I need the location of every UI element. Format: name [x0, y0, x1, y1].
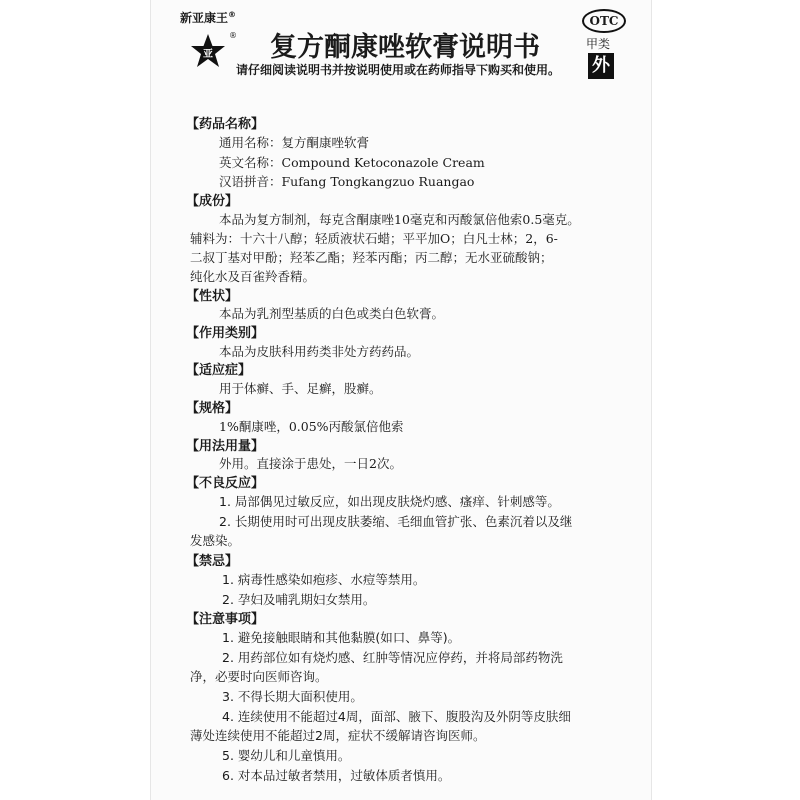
dosage-text: 外用。直接涂于患处，一日2次。: [219, 456, 402, 471]
page-subtitle: 请仔细阅读说明书并按说明使用或在药师指导下购买和使用。: [236, 63, 561, 77]
external-use-badge: 外: [588, 53, 614, 79]
section-heading-indications: 【适应症】: [186, 363, 252, 378]
section-heading-drug-name: 【药品名称】: [186, 117, 265, 132]
section-heading-dosage: 【用法用量】: [186, 439, 265, 454]
precaution-line: 3. 不得长期大面积使用。: [222, 689, 363, 704]
precaution-line: 5. 婴幼儿和儿童慎用。: [222, 748, 351, 763]
section-heading-ingredients: 【成份】: [186, 194, 239, 209]
appearance-text: 本品为乳剂型基质的白色或类白色软膏。: [219, 306, 445, 321]
brand-registered-mark: ®: [228, 10, 237, 19]
logo-text: 亚: [203, 49, 213, 60]
specification-text: 1%酮康唑，0.05%丙酸氯倍他索: [219, 419, 404, 434]
section-heading-category: 【作用类别】: [186, 326, 265, 341]
generic-name: 通用名称：复方酮康唑软膏: [219, 135, 370, 150]
section-heading-adverse-reactions: 【不良反应】: [186, 476, 265, 491]
brand-logo-star-icon: [190, 33, 226, 69]
adverse-line: 发感染。: [190, 533, 241, 548]
ingredients-line: 二叔丁基对甲酚；羟苯乙酯；羟苯丙酯；丙二醇；无水亚硫酸钠；: [190, 250, 553, 265]
brand-name: [180, 9, 236, 26]
precaution-line: 2. 用药部位如有烧灼感、红肿等情况应停药，并将局部药物洗: [222, 650, 563, 665]
precaution-line: 1. 避免接触眼睛和其他黏膜(如口、鼻等)。: [222, 630, 461, 645]
otc-class-label: 甲类: [586, 37, 611, 51]
adverse-line: 1. 局部偶见过敏反应，如出现皮肤烧灼感、瘙痒、针刺感等。: [219, 494, 560, 509]
precaution-line: 6. 对本品过敏者禁用，过敏体质者慎用。: [222, 768, 451, 783]
precaution-line: 净，必要时向医师咨询。: [190, 669, 328, 684]
contraindication-line: 2. 孕妇及哺乳期妇女禁用。: [222, 592, 376, 607]
otc-badge: OTC: [582, 9, 626, 33]
category-text: 本品为皮肤科用药类非处方药药品。: [219, 344, 420, 359]
english-name: 英文名称：Compound Ketoconazole Cream: [219, 155, 485, 170]
precaution-line: 4. 连续使用不能超过4周，面部、腋下、腹股沟及外阴等皮肤细: [222, 709, 571, 724]
section-heading-precautions: 【注意事项】: [186, 612, 265, 627]
page-title: 复方酮康唑软膏说明书: [270, 32, 540, 63]
indications-text: 用于体癣、手、足癣，股癣。: [219, 381, 382, 396]
section-heading-appearance: 【性状】: [186, 289, 239, 304]
contraindication-line: 1. 病毒性感染如疱疹、水痘等禁用。: [222, 572, 426, 587]
ingredients-line: 本品为复方制剂，每克含酮康唑10毫克和丙酸氯倍他索0.5毫克。: [219, 212, 580, 227]
ingredients-line: 纯化水及百雀羚香精。: [190, 269, 316, 284]
logo-registered-mark: ®: [229, 31, 237, 40]
precaution-line: 薄处连续使用不能超过2周，症状不缓解请咨询医师。: [190, 728, 486, 743]
section-heading-specification: 【规格】: [186, 401, 239, 416]
section-heading-contraindications: 【禁忌】: [186, 554, 239, 569]
brand-text: 新亚康王: [180, 11, 229, 25]
adverse-line: 2. 长期使用时可出现皮肤萎缩、毛细血管扩张、色素沉着以及继: [219, 514, 573, 529]
ingredients-line: 辅料为：十六十八醇；轻质液状石蜡；平平加O；白凡士林；2，6-: [190, 231, 558, 246]
pinyin-name: 汉语拼音：Fufang Tongkangzuo Ruangao: [219, 174, 475, 189]
